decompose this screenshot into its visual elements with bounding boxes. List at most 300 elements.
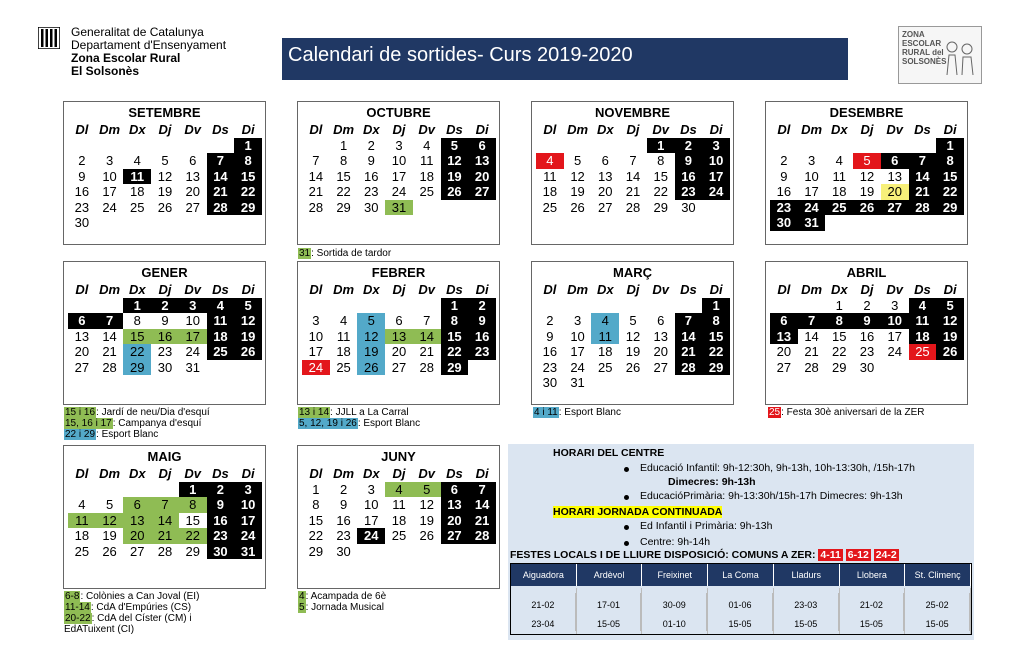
day-cell: 22	[653, 184, 668, 199]
festes-tag: 24-2	[875, 549, 897, 561]
weekday-header: Dv	[418, 122, 436, 137]
day-cell: 26	[419, 528, 434, 543]
weekday-header: Dv	[418, 466, 436, 481]
day-cell: 31	[798, 215, 826, 231]
day-cell: 1	[234, 138, 262, 154]
day-cell: 29	[702, 360, 730, 376]
day-cell: 17	[308, 344, 324, 359]
day-cell: 11	[207, 313, 235, 329]
day-cell: 10	[881, 313, 909, 329]
table-header-cell: Ardèvol	[577, 564, 643, 586]
day-cell: 14	[625, 168, 641, 184]
day-cell: 7	[909, 153, 937, 169]
weekday-header: Ds	[680, 282, 697, 297]
legend-febrer	[298, 407, 420, 429]
festes-table-body	[511, 588, 971, 634]
day-cell: 6	[468, 138, 496, 154]
horari-line-primaria: EducacióPrimària: 9h-13:30h/15h-17h Dimecres: 9h-13h	[640, 490, 903, 502]
day-cell: 6	[189, 153, 197, 168]
day-cell: 10	[804, 168, 819, 184]
day-cell: 10	[570, 328, 585, 344]
weekday-header: Dl	[75, 122, 89, 137]
empty-cell	[909, 138, 937, 154]
day-cell: 19	[157, 184, 173, 199]
day-cell: 2	[468, 298, 496, 314]
day-cell: 11	[543, 168, 557, 184]
day-cell: 12	[234, 313, 262, 329]
day-cell: 18	[391, 512, 407, 528]
day-cell: 8	[339, 153, 348, 168]
day-cell: 21	[308, 184, 324, 199]
day-cell: 24	[102, 199, 117, 215]
horari-line-centre: Centre: 9h-14h	[640, 536, 711, 548]
day-cell: 22	[702, 344, 730, 360]
weekday-header: Ds	[914, 122, 931, 137]
empty-cell	[798, 298, 826, 314]
day-cell: 22	[936, 184, 964, 200]
day-cell: 6	[770, 313, 798, 329]
day-cell: 25	[207, 344, 235, 360]
month-grid	[536, 122, 730, 215]
day-cell: 4	[78, 497, 86, 512]
day-cell: 2	[151, 298, 179, 314]
empty-cell	[881, 138, 909, 154]
day-cell: 21	[419, 344, 434, 359]
weekday-header: Dx	[830, 282, 848, 297]
day-cell: 4	[536, 153, 564, 169]
generalitat-logo-icon	[38, 27, 60, 49]
day-cell: 17	[804, 184, 819, 199]
day-cell: 17	[234, 513, 262, 529]
day-cell: 9	[207, 497, 235, 513]
logo-text-2: ESCOLAR	[902, 39, 942, 48]
weekday-header: Dm	[99, 466, 121, 481]
day-cell: 31	[385, 200, 413, 216]
festes-table	[510, 563, 972, 635]
day-cell: 23	[770, 200, 798, 216]
table-header-cell: St. Climenç	[905, 564, 971, 586]
day-cell: 22	[832, 344, 847, 359]
day-cell: 12	[859, 168, 875, 184]
month-name: GENER	[141, 265, 188, 280]
day-cell: 24	[391, 184, 407, 199]
weekday-header: Dv	[652, 122, 670, 137]
day-cell: 26	[853, 200, 881, 216]
day-cell: 26	[441, 184, 469, 200]
weekday-header: Dl	[777, 122, 791, 137]
day-cell: 31	[185, 359, 200, 375]
day-cell: 28	[804, 359, 819, 375]
day-cell: 29	[234, 200, 262, 216]
month-grid	[68, 122, 262, 231]
day-cell: 3	[702, 138, 730, 154]
month-grid	[302, 282, 496, 375]
day-cell: 18	[832, 184, 847, 199]
weekday-header: Dx	[596, 122, 614, 137]
day-cell: 24	[357, 528, 385, 544]
weekday-header: Di	[475, 282, 489, 297]
weekday-header: Dl	[777, 282, 791, 297]
day-cell: 20	[74, 344, 90, 359]
weekday-header: Dx	[362, 466, 380, 481]
day-cell: 3	[395, 137, 403, 153]
day-cell: 21	[675, 344, 703, 360]
day-cell: 9	[367, 153, 375, 168]
table-header-cell: Freixinet	[642, 564, 708, 586]
day-cell: 31	[234, 544, 262, 560]
day-cell: 13	[441, 497, 469, 513]
day-cell: 6	[881, 153, 909, 169]
legend-octubre	[298, 248, 391, 259]
weekday-header: Dj	[158, 122, 172, 137]
day-cell: 23	[336, 528, 351, 543]
legend-swatch: 13 i 14	[299, 407, 330, 418]
empty-cell	[385, 298, 413, 314]
weekday-header: Dj	[392, 466, 406, 481]
month-novembre	[531, 101, 734, 245]
day-cell: 7	[629, 153, 637, 168]
empty-cell	[853, 138, 881, 154]
day-cell: 24	[302, 360, 330, 376]
day-cell: 25	[542, 199, 558, 215]
legend-swatch: 20-22	[65, 613, 91, 624]
month-marc	[531, 261, 734, 405]
day-cell: 15	[123, 329, 151, 345]
day-cell: 11	[909, 313, 937, 329]
weekday-header: Di	[709, 282, 723, 297]
day-cell: 21	[102, 344, 117, 359]
weekday-header: Dl	[75, 282, 89, 297]
weekday-header: Ds	[446, 122, 463, 137]
day-cell: 26	[936, 344, 964, 360]
legend-text: : Jornada Musical	[305, 602, 384, 613]
day-cell: 2	[675, 138, 703, 154]
day-cell: 5	[105, 497, 114, 512]
weekday-header: Dj	[392, 282, 406, 297]
day-cell: 1	[835, 297, 843, 313]
empty-cell	[96, 138, 124, 154]
day-cell: 30	[859, 359, 875, 375]
page-title: Calendari de sortides- Curs 2019-2020	[288, 44, 633, 66]
weekday-header: Dm	[333, 466, 355, 481]
logo-text-4: SOLSONÈS	[902, 57, 947, 66]
day-cell: 7	[798, 313, 826, 329]
month-juny	[297, 445, 500, 589]
weekday-header: Dx	[128, 122, 146, 137]
day-cell: 2	[863, 297, 871, 313]
day-cell: 3	[807, 153, 816, 168]
horari-line-jornada-infantil: Ed Infantil i Primària: 9h-13h	[640, 520, 773, 532]
day-cell: 8	[312, 497, 320, 512]
month-name: JUNY	[381, 449, 416, 464]
day-cell: 9	[546, 328, 554, 344]
day-cell: 13	[653, 328, 668, 344]
day-cell: 25	[391, 528, 407, 543]
day-cell: 21	[151, 528, 179, 544]
day-cell: 3	[891, 297, 899, 313]
weekday-header: Dj	[860, 122, 874, 137]
day-cell: 28	[157, 543, 173, 559]
legend-text: : Campanya d'esquí	[112, 418, 202, 429]
day-cell: 2	[546, 313, 554, 328]
month-name: OCTUBRE	[366, 105, 431, 120]
day-cell: 27	[441, 528, 469, 544]
day-cell: 1	[123, 298, 151, 314]
legend-text: EdATuixent (CI)	[64, 624, 135, 635]
day-cell: 13	[468, 153, 496, 169]
day-cell: 4	[835, 153, 843, 168]
empty-cell	[591, 138, 619, 154]
weekday-header: Di	[943, 282, 957, 297]
day-cell: 11	[123, 169, 151, 185]
legend-text: : JJLL a La Carral	[330, 407, 409, 418]
table-header-cell: Llobera	[840, 564, 906, 586]
day-cell: 3	[367, 481, 375, 497]
legend-gener	[64, 407, 210, 440]
day-cell: 9	[468, 313, 496, 329]
month-grid	[536, 282, 730, 391]
day-cell: 9	[339, 497, 348, 512]
day-cell: 26	[157, 199, 173, 215]
day-cell: 23	[207, 528, 235, 544]
day-cell: 17	[570, 344, 585, 359]
day-cell: 17	[702, 169, 730, 185]
day-cell: 20	[653, 344, 668, 359]
day-cell: 7	[423, 313, 431, 328]
weekday-header: Di	[709, 122, 723, 137]
day-cell: 23	[157, 344, 173, 359]
empty-cell	[68, 138, 96, 154]
day-cell: 14	[308, 168, 324, 184]
table-cell: 30-09 01-10	[642, 588, 708, 634]
day-cell: 23	[364, 184, 379, 199]
day-cell: 23	[675, 184, 703, 200]
day-cell: 14	[413, 329, 441, 345]
day-cell: 26	[234, 344, 262, 360]
day-cell: 21	[625, 184, 641, 199]
empty-cell	[68, 482, 96, 498]
title-banner	[282, 38, 848, 80]
day-cell: 6	[395, 313, 403, 328]
day-cell: 14	[207, 169, 235, 185]
day-cell: 30	[157, 359, 173, 375]
day-cell: 9	[78, 168, 86, 184]
day-cell: 27	[881, 200, 909, 216]
day-cell: 9	[161, 313, 169, 328]
day-cell: 13	[74, 328, 90, 344]
day-cell: 12	[625, 328, 641, 344]
zer-logo-text	[902, 30, 946, 66]
empty-cell	[357, 298, 385, 314]
day-cell: 20	[185, 184, 200, 199]
weekday-header: Dl	[309, 466, 323, 481]
day-cell: 7	[151, 497, 179, 513]
table-cell: 21-02 15-05	[840, 588, 906, 634]
day-cell: 28	[675, 360, 703, 376]
day-cell: 5	[234, 298, 262, 314]
month-abril	[765, 261, 968, 405]
weekday-header: Dx	[128, 282, 146, 297]
legend-text: : Colònies a Can Joval (EI)	[80, 591, 200, 602]
horari-title: HORARI DEL CENTRE	[553, 447, 665, 459]
day-cell: 16	[776, 184, 792, 199]
day-cell: 12	[936, 313, 964, 329]
weekday-header: Dx	[830, 122, 848, 137]
festes-tag: 4-11	[820, 549, 841, 561]
weekday-header: Dj	[626, 282, 640, 297]
day-cell: 14	[804, 328, 819, 344]
day-cell: 19	[625, 344, 641, 359]
bullet-icon	[624, 467, 629, 472]
day-cell: 10	[364, 497, 379, 512]
day-cell: 10	[702, 153, 730, 169]
day-cell: 10	[308, 328, 324, 344]
empty-cell	[68, 298, 96, 314]
month-name: DESEMBRE	[829, 105, 904, 120]
weekday-header: Dj	[860, 282, 874, 297]
weekday-header: Dm	[567, 282, 589, 297]
table-header-cell: Aiguadora	[511, 564, 577, 586]
legend-swatch: 6-8	[65, 591, 80, 602]
weekday-header: Ds	[446, 466, 463, 481]
day-cell: 27	[130, 543, 145, 559]
day-cell: 28	[207, 200, 235, 216]
table-cell: 21-02 23-04	[511, 588, 577, 634]
month-grid	[68, 466, 262, 559]
day-cell: 29	[308, 543, 324, 559]
day-cell: 15	[234, 169, 262, 185]
weekday-header: Ds	[212, 122, 229, 137]
weekday-header: Dv	[886, 282, 904, 297]
day-cell: 18	[542, 184, 558, 199]
day-cell: 1	[441, 298, 469, 314]
organization-block	[71, 26, 226, 78]
day-cell: 5	[357, 313, 385, 329]
day-cell: 28	[625, 199, 641, 215]
day-cell: 17	[179, 329, 207, 345]
org-line-1: Generalitat de Catalunya	[71, 25, 204, 39]
empty-cell	[591, 298, 619, 314]
month-grid	[302, 466, 496, 559]
day-cell: 20	[881, 184, 909, 200]
empty-cell	[151, 482, 179, 498]
month-name: SETEMBRE	[128, 105, 201, 120]
day-cell: 30	[207, 544, 235, 560]
weekday-header: Ds	[914, 282, 931, 297]
horari-jornada-title: HORARI JORNADA CONTINUADA	[553, 506, 723, 518]
day-cell: 6	[123, 497, 151, 513]
day-cell: 4	[385, 482, 413, 498]
month-name: FEBRER	[371, 265, 426, 280]
day-cell: 25	[336, 359, 351, 375]
table-cell: 01-06 15-05	[708, 588, 774, 634]
children-drawing-icon	[943, 39, 977, 77]
day-cell: 5	[413, 482, 441, 498]
day-cell: 10	[234, 497, 262, 513]
weekday-header: Di	[475, 466, 489, 481]
day-cell: 10	[102, 168, 117, 184]
day-cell: 14	[151, 513, 179, 529]
weekday-header: Dl	[309, 122, 323, 137]
month-grid	[302, 122, 496, 215]
day-cell: 22	[123, 344, 151, 360]
day-cell: 10	[185, 313, 200, 328]
day-cell: 16	[675, 169, 703, 185]
empty-cell	[770, 298, 798, 314]
day-cell: 1	[179, 482, 207, 498]
day-cell: 24	[702, 184, 730, 200]
weekday-header: Dv	[652, 282, 670, 297]
day-cell: 30	[681, 199, 696, 215]
month-gener	[63, 261, 266, 405]
day-cell: 29	[441, 360, 469, 376]
empty-cell	[825, 138, 853, 154]
day-cell: 19	[357, 344, 385, 360]
day-cell: 17	[102, 184, 117, 199]
day-cell: 1	[312, 481, 320, 497]
zer-logo	[898, 26, 982, 84]
day-cell: 17	[887, 328, 902, 344]
day-cell: 27	[598, 199, 613, 215]
legend-swatch: 5, 12, 19 i 26	[299, 418, 357, 429]
day-cell: 9	[780, 168, 788, 184]
day-cell: 22	[179, 528, 207, 544]
empty-cell	[151, 138, 179, 154]
weekday-header: Dm	[99, 122, 121, 137]
empty-cell	[302, 298, 330, 314]
day-cell: 14	[675, 329, 703, 345]
day-cell: 1	[936, 138, 964, 154]
empty-cell	[619, 298, 647, 314]
day-cell: 18	[336, 344, 351, 359]
day-cell: 25	[130, 199, 145, 215]
weekday-header: Dj	[392, 122, 406, 137]
logo-text-1: ZONA	[902, 30, 925, 39]
weekday-header: Dv	[418, 282, 436, 297]
festes-tag: 6-12	[847, 549, 869, 561]
day-cell: 22	[441, 344, 469, 360]
day-cell: 28	[909, 200, 937, 216]
legend-swatch: 4 i 11	[534, 407, 558, 418]
weekday-header: Dv	[184, 282, 202, 297]
day-cell: 25	[598, 359, 613, 375]
day-cell: 29	[653, 199, 668, 215]
day-cell: 20	[391, 344, 407, 359]
month-setembre	[63, 101, 266, 245]
day-cell: 16	[542, 344, 558, 359]
day-cell: 12	[419, 497, 434, 512]
weekday-header: Ds	[212, 282, 229, 297]
weekday-header: Dm	[333, 282, 355, 297]
day-cell: 9	[675, 153, 703, 169]
weekday-header: Dl	[75, 466, 89, 481]
day-cell: 15	[308, 512, 324, 528]
legend-abril	[768, 407, 925, 418]
day-cell: 11	[336, 328, 351, 344]
weekday-header: Dx	[596, 282, 614, 297]
weekday-header: Dx	[362, 282, 380, 297]
day-cell: 13	[770, 329, 798, 345]
day-cell: 30	[770, 215, 798, 231]
bullet-icon	[624, 541, 629, 546]
day-cell: 7	[468, 482, 496, 498]
day-cell: 4	[339, 313, 348, 328]
day-cell: 17	[391, 168, 407, 184]
day-cell: 14	[468, 497, 496, 513]
month-maig	[63, 445, 266, 589]
month-grid	[68, 282, 262, 375]
weekday-header: Dl	[309, 282, 323, 297]
